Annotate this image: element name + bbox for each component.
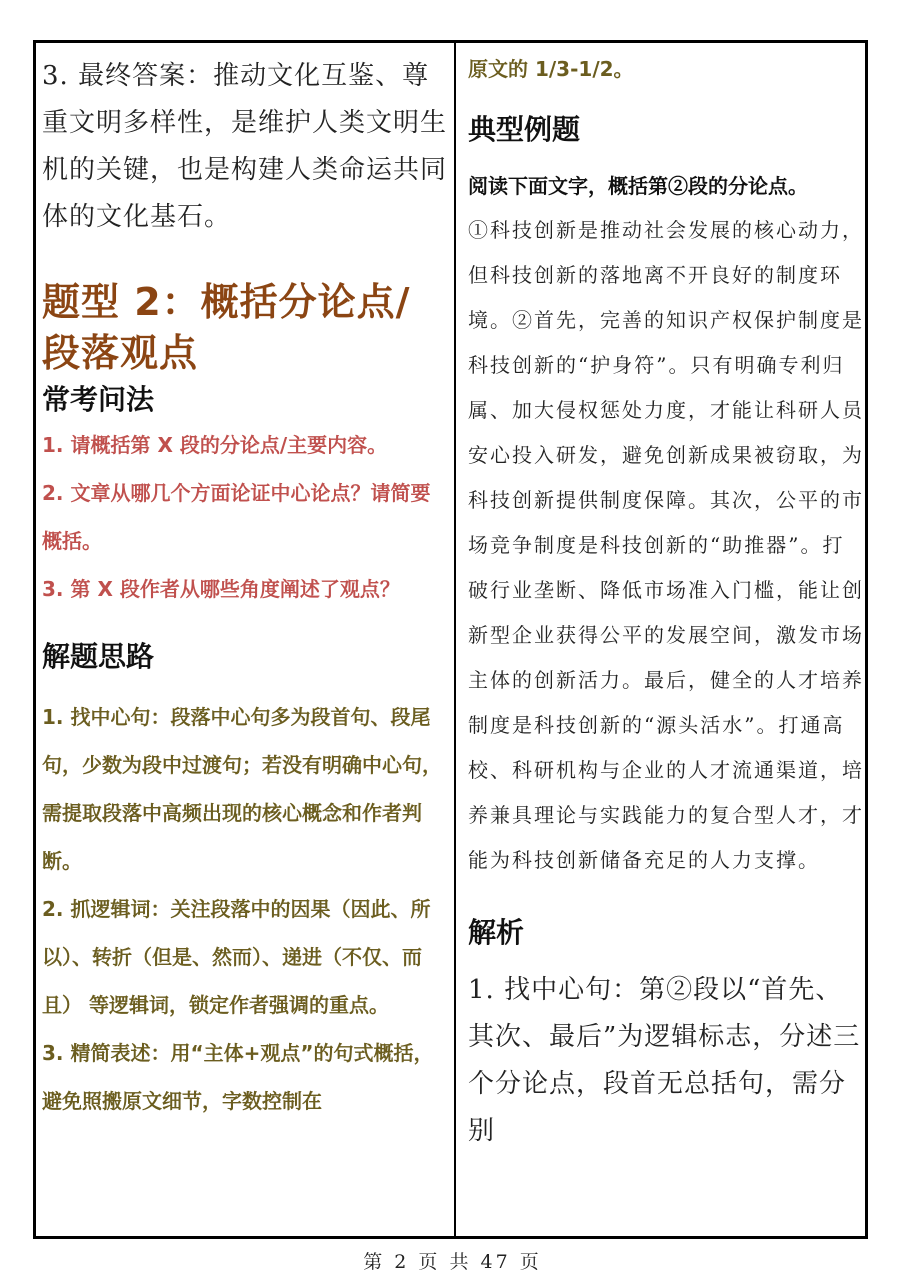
method-item: 2. 抓逻辑词：关注段落中的因果（因此、所以）、转折（但是、然而）、递进（不仅、而且） 等逻辑词，锁定作者强调的重点。 bbox=[42, 897, 431, 1017]
question-type-heading: 题型 2：概括分论点/段落观点 bbox=[42, 280, 411, 375]
example-heading: 典型例题 bbox=[468, 113, 581, 146]
common-question-item: 1. 请概括第 X 段的分论点/主要内容。 bbox=[42, 433, 388, 457]
example-passage: ①科技创新是推动社会发展的核心动力，但科技创新的落地离不开良好的制度环境。②首先，完善的知识产权保护制度是科技创新的“护身符”。只有明确专利归属、加大侵权惩处力度，才能让科研人员安心投入研发，避免创新成果被窃取，为科技创新提供制度保障。其次，公平的市场竞争制度是科技创新的“助推器”。打破行业垄断、降低市场准入门槛，能让创新型企业获得公平的发展空间，激发市场主体的创新活力。最后，健全的人才培养制度是科技创新的“源头活水”。打通高校、科研机构与企业的人才流通渠道，培养兼具理论与实践能力的复合型人才，才能为科技创新储备充足的人力支撑。 bbox=[468, 218, 864, 872]
right-column bbox=[468, 42, 866, 1237]
common-question-item: 2. 文章从哪几个方面论证中心论点？请简要概括。 bbox=[42, 481, 431, 553]
common-questions-heading: 常考问法 bbox=[42, 383, 155, 416]
method-heading: 解题思路 bbox=[42, 640, 155, 673]
method-item: 1. 找中心句：段落中心句多为段首句、段尾句，少数为段中过渡句；若没有明确中心句，需提取段落中高频出现的核心概念和作者判断。 bbox=[42, 705, 442, 873]
example-question: 阅读下面文字，概括第②段的分论点。 bbox=[468, 174, 808, 198]
common-question-item: 3. 第 X 段作者从哪些角度阐述了观点？ bbox=[42, 577, 400, 601]
method-continuation: 原文的 1/3-1/2。 bbox=[468, 57, 634, 81]
left-column bbox=[42, 42, 447, 1237]
analysis-heading: 解析 bbox=[468, 916, 525, 949]
final-answer-text: 3. 最终答案：推动文化互鉴、尊重文明多样性，是维护人类文明生机的关键，也是构建人类命运共同体的文化基石。 bbox=[42, 61, 447, 232]
page-footer: 第 2 页 共 47 页 bbox=[363, 1251, 542, 1273]
analysis-text: 1. 找中心句：第②段以“首先、其次、最后”为逻辑标志，分述三个分论点，段首无总括句，需分别 bbox=[468, 975, 861, 1146]
method-item: 3. 精简表述：用“主体+观点”的句式概括，避免照搬原文细节，字数控制在 bbox=[42, 1041, 434, 1113]
column-divider bbox=[454, 42, 456, 1237]
